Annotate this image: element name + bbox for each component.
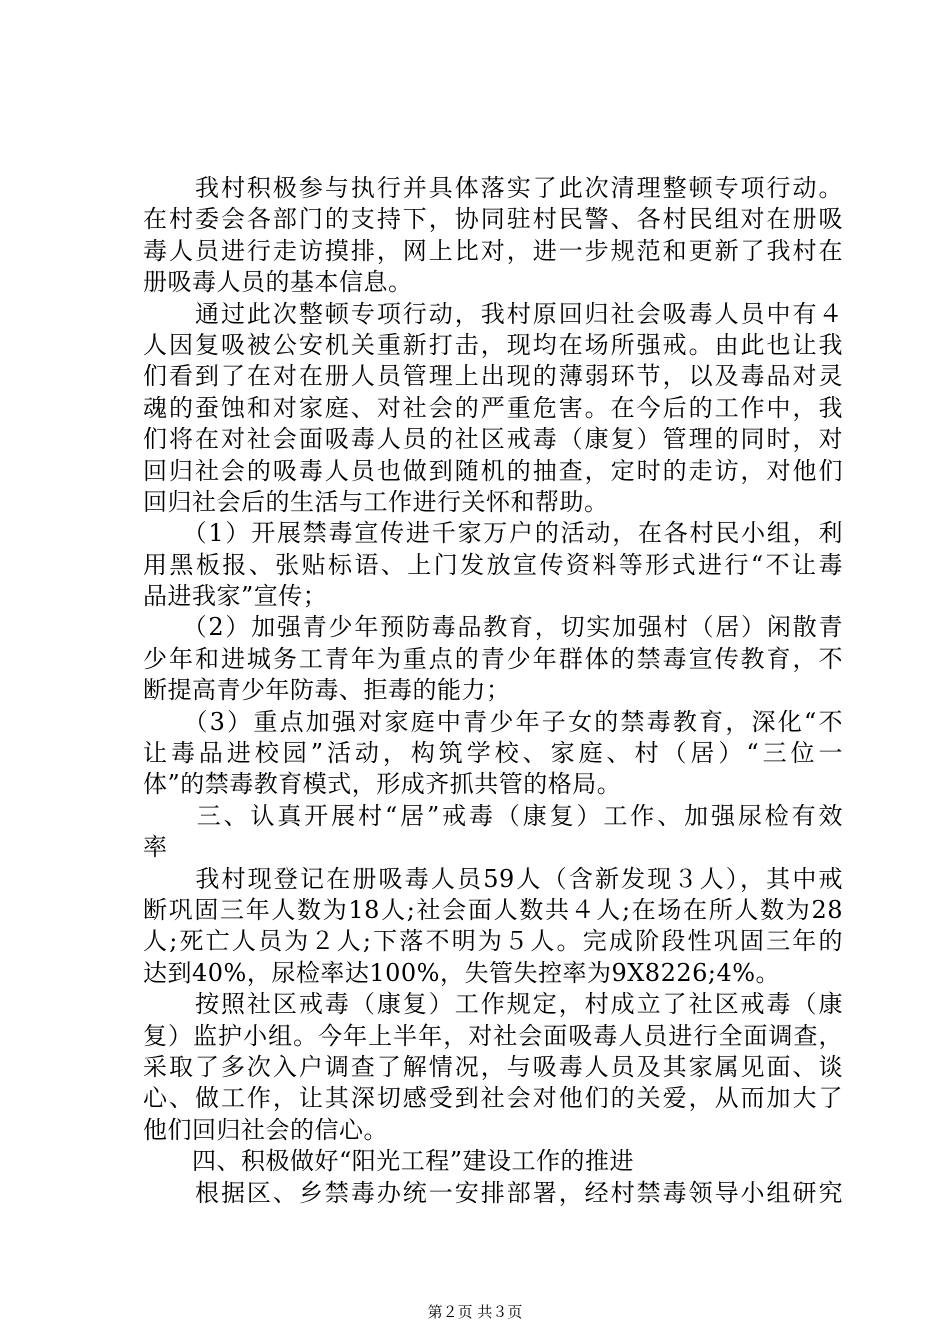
text-line: 册吸毒人员的基本信息。 — [143, 268, 413, 297]
text-line: 三、认真开展村“居”戒毒（康复）工作、加强尿检有效 — [143, 801, 843, 830]
text-line: 品进我家”宣传； — [143, 582, 328, 611]
text-line: 让毒品进校园”活动，构筑学校、家庭、村（居）“三位一 — [143, 739, 843, 768]
paragraph — [143, 173, 843, 299]
text-line: 魂的蚕蚀和对家庭、对社会的严重危害。在今后的工作中，我 — [143, 393, 843, 422]
text-line: 心、做工作，让其深切感受到社会对他们的关爱，从而加大了 — [143, 1084, 843, 1113]
text-line: 在村委会各部门的支持下，协同驻村民警、各村民组对在册吸 — [143, 205, 843, 234]
text-line: （1）开展禁毒宣传进千家万户的活动，在各村民小组，利 — [143, 519, 843, 548]
text-line: （3）重点加强对家庭中青少年子女的禁毒教育，深化“不 — [143, 707, 843, 736]
text-line: 人因复吸被公安机关重新打击，现均在场所强戒。由此也让我 — [143, 330, 843, 359]
text-line: 他们回归社会的信心。 — [143, 1115, 388, 1144]
text-line: 复）监护小组。今年上半年，对社会面吸毒人员进行全面调查， — [143, 1021, 843, 1050]
text-line: 我村积极参与执行并具体落实了此次清理整顿专项行动。 — [143, 174, 843, 202]
paragraph — [143, 989, 843, 1146]
text-line: 按照社区戒毒（康复）工作规定，村成立了社区戒毒（康 — [143, 990, 843, 1019]
text-line: 四、积极做好“阳光工程”建设工作的推进 — [143, 1147, 635, 1176]
text-line: 断提高青少年防毒、拒毒的能力； — [143, 676, 511, 705]
text-line: 达到40%，尿检率达100%，失管失控率为9X8226;4%。 — [143, 958, 781, 987]
paragraph — [143, 1178, 843, 1209]
paragraph — [143, 864, 843, 990]
text-line: 我村现登记在册吸毒人员59人（含新发现３人），其中戒 — [143, 864, 843, 893]
text-line: 用黑板报、张贴标语、上门发放宣传资料等形式进行“不让毒 — [143, 550, 843, 579]
paragraph — [143, 299, 843, 519]
section-heading — [143, 1146, 843, 1177]
section-heading — [143, 801, 843, 864]
document-body — [143, 173, 843, 1209]
text-line: 通过此次整顿专项行动，我村原回归社会吸毒人员中有４ — [143, 299, 843, 328]
text-line: （2）加强青少年预防毒品教育，切实加强村（居）闲散青 — [143, 613, 843, 642]
text-line: 采取了多次入户调查了解情况，与吸毒人员及其家属见面、谈 — [143, 1052, 843, 1081]
text-line: 少年和进城务工青年为重点的青少年群体的禁毒宣传教育，不 — [143, 644, 843, 673]
list-item — [143, 612, 843, 706]
text-line: 们看到了在对在册人员管理上出现的薄弱环节，以及毒品对灵 — [143, 362, 843, 391]
text-line: 率 — [143, 833, 168, 862]
text-line: 人;死亡人员为２人;下落不明为５人。完成阶段性巩固三年的 — [143, 927, 843, 956]
text-line: 毒人员进行走访摸排，网上比对，进一步规范和更新了我村在 — [143, 236, 843, 265]
page-number: 第２页 共３页 — [427, 1303, 523, 1321]
text-line: 回归社会的吸毒人员也做到随机的抽查，定时的走访，对他们 — [143, 456, 843, 485]
text-line: 根据区、乡禁毒办统一安排部署，经村禁毒领导小组研究 — [143, 1178, 843, 1207]
list-item — [143, 707, 843, 801]
text-line: 断巩固三年人数为18人;社会面人数共４人;在场在所人数为28 — [143, 895, 843, 924]
list-item — [143, 518, 843, 612]
text-line: 回归社会后的生活与工作进行关怀和帮助。 — [143, 487, 609, 516]
page-footer — [0, 1302, 950, 1322]
text-line: 们将在对社会面吸毒人员的社区戒毒（康复）管理的同时，对 — [143, 425, 843, 454]
text-line: 体”的禁毒教育模式，形成齐抓共管的格局。 — [143, 770, 622, 799]
